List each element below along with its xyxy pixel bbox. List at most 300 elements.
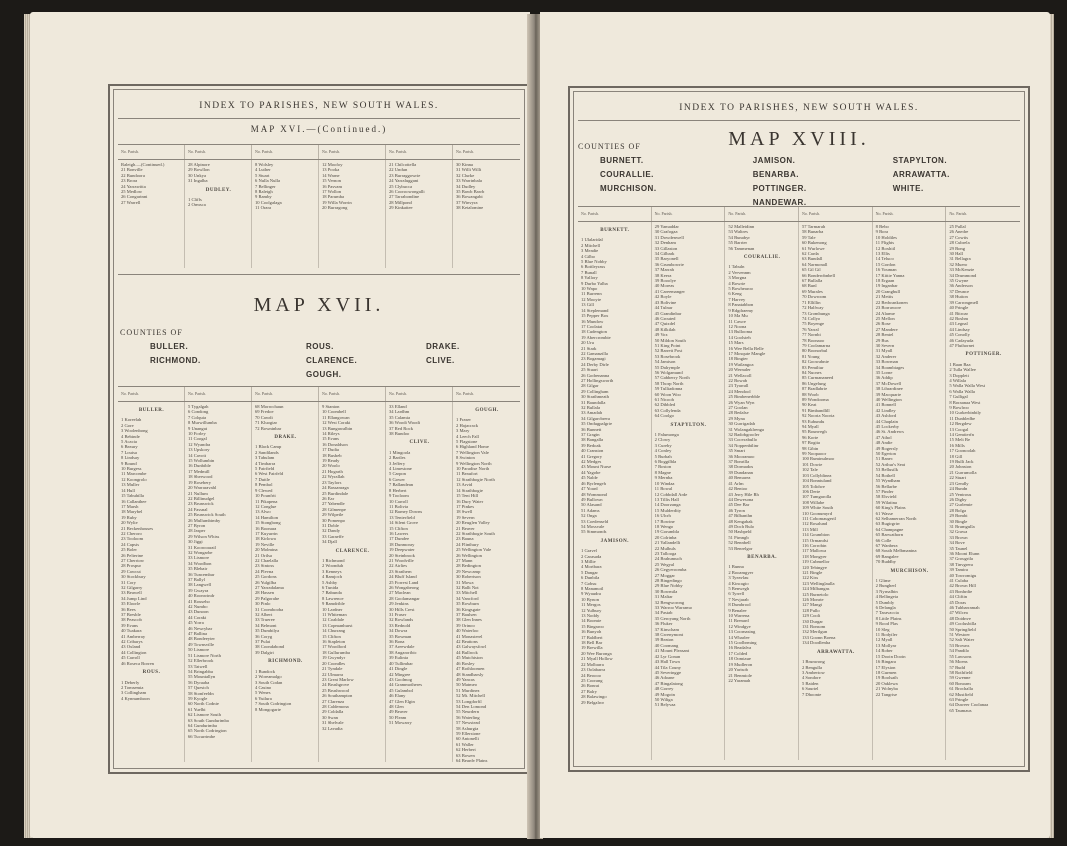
parish-entry: 13 Muller (121, 482, 140, 488)
parish-entry: 16 Youman (875, 267, 897, 273)
parish-entry: 52 Bennbell (728, 540, 751, 546)
parish-entry: 46 Adoane (654, 675, 675, 681)
parish-column (319, 402, 386, 762)
parish-entry: 72 Halfway (801, 305, 824, 311)
parish-entry: 4 Kincagio (728, 580, 749, 586)
parish-entry: 20 Oaklewa (875, 680, 898, 686)
parish-entry: 40 Tuakara (121, 628, 142, 634)
parish-entry: 17 Elysion (875, 664, 896, 670)
parish-entry: 43 Galwaysfowl (456, 644, 487, 650)
parish-entry: 39 Eulinia (389, 655, 409, 661)
county-name: GOUGH. (306, 370, 342, 379)
parish-entry: 86 Ungelung (801, 380, 826, 386)
parish-entry: 25 Stuart (581, 367, 598, 373)
parish-entry: 33 Amadah (581, 410, 603, 416)
parish-entry: 52 Arthur's Seat (875, 461, 906, 467)
parish-entry: 18 Busbeb (322, 452, 342, 458)
parish-entry: 45 Grandinbar (654, 310, 682, 316)
parish-entry: 13 Ellis (875, 251, 890, 257)
parish-entry: 31 Maltar (654, 594, 673, 600)
parish-entry: 119 Cubmellor (801, 559, 830, 565)
parish-entry: 6 Condong (188, 409, 209, 415)
parish-entry: 11 Pikapena (255, 498, 278, 504)
parish-entry: 18 Gullurumba (322, 649, 350, 655)
county-heading: DRAKE. (274, 435, 297, 441)
parish-entry: 32 Muero (949, 261, 968, 267)
parish-entry: 24 Bassanraga (322, 485, 349, 491)
parish-entry: 100 Ruminulmoo (801, 456, 835, 462)
parish-entry: 38 Ketalomine (456, 205, 484, 211)
parish-entry: 31 Fraser (389, 612, 407, 618)
parish-entry: 18 Marybel (121, 509, 143, 515)
parish-entry: 25 Bimbenerbble (728, 394, 761, 400)
parish-entry: 62 Carda (801, 251, 819, 257)
parish-entry: 27 Gurlemie (949, 502, 973, 508)
parish-entry: 65 Barwathorn (875, 532, 904, 538)
parish-entry: 46 Newrybar (188, 625, 213, 631)
parish-entry: 14 Strathbogie (456, 487, 483, 493)
parish-entry: 49 Rogersly (875, 445, 898, 451)
parish-entry: 4 Bowrie (728, 280, 746, 286)
parish-entry: 6 Nulla Nulla (255, 178, 281, 184)
parish-entry: 20 Wylie (121, 520, 138, 526)
parish-entry: 38 Dormados (728, 464, 754, 470)
parish-entry: 87 Bradlabrie (801, 386, 828, 392)
parish-entry: 37 McDowell (875, 380, 902, 386)
parish-entry: 19 Willa Worrin (322, 199, 352, 205)
parish-entry: 16 Wee Bella Belle (728, 345, 764, 351)
parish-entry: 46 Tuhbarramah (949, 605, 980, 611)
parish-entry: 37 Gragin (581, 432, 600, 438)
parish-entry: 29 Blue Nobby (654, 583, 683, 589)
parish-entry: 1 Brunwong (801, 659, 825, 665)
parish-entry: 46 Byrlengeh (581, 480, 606, 486)
parish-entry: 53 Bellusilk (875, 467, 898, 473)
parish-entry: 42 Cribarys (121, 639, 143, 645)
parish-entry: 25 Forrest Land (389, 579, 419, 585)
parish-entry: 27 Tarrabondine (389, 194, 420, 200)
parish-entry: 45 Yorra (188, 620, 204, 626)
parish-entry: 35 Eloorle (121, 601, 141, 607)
parish-entry: 33 Brown (949, 534, 968, 540)
parish-entry: 13 Copmanhurst (322, 622, 353, 628)
parish-entry: 20 Woolo (322, 463, 340, 469)
parish-entry: 3 Kenneys (322, 568, 342, 574)
parish-entry: 8 Lawrence (322, 595, 344, 601)
parish-entry: 20 Molmina (255, 547, 278, 553)
parish-entry: 52 Salt Water (949, 637, 975, 643)
parish-entry: 12 Noona (728, 323, 747, 329)
parish-entry: 34 Woodbon (188, 560, 212, 566)
parish-entry: 61 Wasse (875, 510, 893, 516)
parish-entry: 40 Waterloo (456, 628, 479, 634)
parish-entry: 52 Malleidinn (728, 224, 755, 229)
parish-entry: 63 Bugirgrirr (875, 521, 900, 527)
parish-entry: 35 Geroyang North (654, 615, 691, 621)
parish-entry: 3 Cureby (654, 442, 672, 448)
parish-entry: 53 Benrelgor (728, 545, 753, 551)
parish-entry: 3 Morgna (728, 275, 747, 281)
parish-entry: 36 Kingsgate (456, 606, 481, 612)
parish-entry: 16 Mundow (581, 318, 604, 324)
parish-entry: 17 Colded (728, 650, 748, 656)
parish-entry: 27 Yarradalama (255, 585, 284, 590)
parish-entry: 4 Leech Fall (456, 433, 479, 439)
parish-entry: 41 Rouseho (188, 598, 210, 604)
parish-entry: 33 Beawell (121, 590, 142, 596)
parish-entry: 26 Gegyeroomba (654, 567, 687, 573)
parish-entry: 32 Ballt Not (456, 585, 479, 590)
parish-entry: 27 Mandere (875, 326, 898, 332)
parish-entry: 23 Oolabarra (581, 667, 606, 673)
column-header: No. Parish. (386, 145, 453, 159)
parish-entry: 6 Beaury (121, 444, 138, 450)
column-header: No. Parish. (949, 211, 968, 216)
parish-entry: 6 Bottleyrass (581, 264, 606, 270)
parish-entry: 118 Mongyer (801, 553, 827, 559)
parish-entry: 14 Hamilton (255, 514, 279, 520)
parish-entry: 5 Burbah (654, 453, 672, 459)
parish-entry: 7 Ballandean (389, 482, 414, 488)
parish-entry: 9 Tooloom (389, 493, 409, 499)
parish-entry: 3 Nyrnalbin (875, 588, 898, 594)
parish-entry: 59 Tulliadonna (654, 386, 683, 392)
parish-entry: 26 Digby (949, 496, 967, 502)
column-header: No. Parish. (456, 149, 474, 154)
parish-entry: 43 Goolmog (389, 676, 413, 682)
parish-entry: 71 Ellillin (801, 299, 821, 305)
parish-entry: 12 Yulbury (581, 607, 602, 613)
parish-entry: 16 Beadalva (728, 645, 752, 651)
parish-entry: 42 Lindley (875, 407, 896, 413)
parish-entry: 34 Dowra (389, 628, 408, 634)
parish-entry: 42 Mingree (389, 671, 411, 677)
parish-entry: 28 Bingedingo (654, 578, 682, 583)
parish-entry: 49 Townsville (188, 641, 215, 647)
parish-entry: 65 Taumaus (949, 707, 972, 713)
parish-entry: 7 Gobsu (581, 580, 597, 586)
parish-entry: 19 Inganbar (875, 283, 898, 289)
parish-entry: 45 Doras (949, 599, 967, 605)
parish-entry: 49 Beaver (389, 709, 408, 715)
parish-entry: 8 Pembol (255, 482, 273, 488)
parish-column (652, 222, 726, 760)
map17-counties (150, 342, 510, 379)
parish-entry: 50 Fleam (389, 714, 407, 720)
parish-entry: 17 Baldberi (581, 634, 603, 640)
parish-entry: 44 Coraki (188, 614, 207, 620)
parish-entry: 4 Conley (654, 448, 672, 454)
county-heading: STAPYLTON. (670, 422, 707, 428)
parish-entry: 5 Dangar (581, 569, 598, 575)
parish-entry: 63 Bowen (456, 752, 475, 758)
parish-entry: 4 Sondore (801, 675, 821, 681)
parish-entry: 21 Chilcottella (389, 162, 417, 167)
parish-entry: 14 Gemtierfn (949, 432, 974, 438)
parish-entry: 14 Churrang (322, 628, 346, 634)
parish-entry: 24 Yarrawitta (121, 183, 146, 189)
parish-entry: 14 Rileys (322, 431, 340, 437)
parish-entry: 29 Cawcut (121, 568, 141, 574)
parish-entry: 31 Baundalla (581, 399, 606, 405)
parish-entry: 61 Wurlowe (801, 245, 825, 251)
parish-entry: 41 Dingle (389, 666, 408, 672)
county-name: STAPYLTON. (892, 156, 948, 165)
parish-column (118, 402, 185, 762)
parish-entry: 58 Rothfield (949, 669, 973, 675)
parish-entry: 1 Falumonga (654, 432, 679, 438)
parish-entry: 19 Ruby (121, 514, 137, 520)
parish-entry: 23 Strathern (389, 568, 412, 574)
parish-entry: 55 Mountallyn (188, 674, 216, 680)
parish-entry: 42 Brown Hill (949, 583, 976, 589)
parish-entry: 10 Paradise North (456, 466, 490, 472)
parish-entry: 38 Bundoo (389, 431, 410, 437)
parish-entry: 17 Dudia (322, 447, 339, 453)
parish-entry: 19 Mudleron (728, 661, 753, 667)
parish-entry: 97 Bogita (801, 440, 820, 446)
county-name: DRAKE. (426, 342, 460, 351)
parish-entry: 13 Coogal (949, 426, 969, 432)
parish-entry: 61 Yuelbi (188, 706, 206, 712)
parish-entry: 60 King's Plains (875, 505, 906, 511)
parish-entry: 52 Barrett Post (654, 348, 683, 354)
parish-entry: 69 Murales (801, 288, 823, 294)
map18-title: MAP XVIII. (728, 128, 870, 150)
parish-entry: 10 Coolgalaga (255, 199, 282, 205)
parish-entry: 47 Bingalatong (654, 680, 683, 686)
parish-entry: 39 Dundanan (728, 469, 753, 475)
parish-entry: 60 Antonelli (456, 736, 479, 742)
parish-entry: 9 Benalee (728, 607, 747, 613)
parish-entry: 12 Coaldale (322, 617, 345, 623)
parish-entry: 117 Mallowa (801, 548, 827, 554)
parish-entry: 21 Gurrumolla (949, 469, 977, 475)
parish-entry: 37 Deunce (949, 288, 970, 294)
parish-entry: 4 Kynnumboon (121, 695, 150, 701)
parish-entry: 21 Myall Hollow (581, 656, 613, 662)
parish-entry: 111 Cobomaugeril (801, 515, 836, 521)
parish-entry: 40 Wellington (875, 397, 902, 402)
parish-entry: 44 Tulnar (654, 305, 673, 311)
parish-entry: 18 Gurmen (875, 669, 897, 675)
parish-entry: 48 Kengabak (728, 518, 753, 524)
parish-entry: 65 North Codrington (188, 728, 227, 734)
parish-entry: 34 Boambiages (875, 364, 905, 370)
parish-entry: 56 Wolgamund (654, 369, 683, 375)
parish-entry: 50 Hasbpeld (728, 529, 752, 535)
parish-entry: 39 Gwayra (188, 587, 209, 593)
left-index-title: INDEX TO PARISHES, NEW SOUTH WALES. (118, 94, 520, 119)
parish-entry: 35 Dumbilya (255, 628, 280, 634)
parish-entry: 2 Ormsca (188, 202, 206, 208)
parish-entry: 33 McKenzie (949, 267, 975, 273)
parish-entry: 9 Stanton (322, 404, 340, 409)
county-heading: MURCHISON. (890, 568, 929, 574)
parish-entry: 18 Sherwood (188, 474, 213, 480)
county-name: RICHMOND. (150, 356, 201, 365)
parish-entry: 109 White South (801, 505, 834, 511)
parish-entry: 39 Carrongmell (949, 299, 979, 305)
parish-entry: 63 South Gundurimba (188, 717, 229, 723)
parish-entry: 57 Pinder (875, 488, 894, 494)
parish-entry: 21 Beckenhouses (121, 525, 154, 531)
parish-entry: 21 Tyndale (322, 666, 343, 672)
parish-entry: 28 Alpinore (188, 162, 210, 167)
map17-column-headers (118, 386, 520, 402)
parish-entry: 101 Dowie (801, 461, 823, 467)
parish-entry: 8 Little Plains (875, 615, 902, 621)
parish-entry: 9 Rood Plas (875, 621, 898, 627)
parish-entry: 12 Bergdew (949, 421, 972, 427)
parish-entry: 67 Wanbera (875, 542, 898, 548)
parish-entry: 34 Belmont (255, 622, 277, 628)
parish-entry: 17 Coolatai (581, 323, 603, 329)
parish-entry: 48 Standbarsly (456, 671, 484, 677)
parish-entry: 51 Murdinez (456, 687, 480, 693)
parish-entry: 31 Cory (121, 579, 136, 585)
parish-entry: 11 Ellangowan (322, 414, 350, 420)
parish-entry: 1 Bunna (728, 564, 744, 570)
parish-entry: 4 Bebinde (121, 433, 140, 439)
parish-entry: 2 Gore (121, 422, 134, 428)
column-header: No. Parish. (185, 387, 252, 401)
parish-entry: 19 Ready (322, 458, 340, 464)
map16-title: MAP XVI.—(Continued.) (250, 124, 388, 134)
parish-entry: 98 Gibin (801, 445, 819, 451)
parish-column (252, 160, 319, 268)
parish-entry: 61 Brochalla (949, 686, 973, 692)
parish-entry: 38 Gwenymont (654, 632, 684, 638)
parish-entry: 21 Woodville (389, 557, 414, 563)
parish-entry: 10 Windaa (654, 480, 675, 486)
parish-entry: 91 Bimbandlill (801, 407, 830, 413)
parish-entry: 33 Elland (389, 404, 407, 409)
parish-entry: 40 Roonwindr (188, 593, 215, 599)
parish-entry: 23 Tallooga (654, 550, 677, 556)
parish-entry: 26 Cooroowongalli (389, 189, 425, 195)
parish-entry: 24 Beoooo (581, 672, 602, 678)
parish-entry: 33 Gillaston (654, 245, 678, 251)
parish-entry: 20 Coondles (322, 660, 346, 666)
parish-entry: 15 Mulderdity (654, 507, 682, 513)
parish-entry: 45 Dee Bar (728, 502, 750, 508)
parish-entry: 47 Athol (875, 434, 892, 440)
parish-entry: 85 Curmananeed (801, 375, 834, 381)
parish-entry: 22 Tangrise (875, 691, 898, 697)
parish-entry: 16 Dunbible (188, 463, 211, 469)
parish-entry: 5 Bowhearoo (728, 286, 753, 292)
parish-entry: 21 Bonville (121, 167, 143, 173)
right-page-frame (568, 86, 1030, 772)
parish-entry: 125 Burnetolo (801, 591, 829, 597)
parish-entry: 18 Ergaan (875, 278, 895, 284)
parish-entry: 35 Taunel (949, 545, 968, 551)
parish-entry: 12 Myall (875, 637, 893, 643)
parish-entry: 20 Burragong (322, 205, 348, 211)
column-header: No. Parish. (252, 387, 319, 401)
parish-entry: 1 Gravel (581, 548, 597, 554)
parish-entry: 131 Bonsom (801, 624, 826, 630)
parish-entry: 8 Murwillumba (188, 420, 217, 426)
parish-entry: 25 Boler (121, 547, 137, 553)
parish-entry: 19 Boolsaih (875, 675, 898, 681)
parish-entry: 2 Tomsemia (121, 684, 144, 690)
parish-entry: 57 Newstead (456, 720, 480, 726)
parish-entry: 28 Goolamangar (389, 595, 420, 601)
parish-entry: 12 Moofoy (322, 162, 343, 167)
parish-entry: 30 Hills Crest (389, 606, 415, 612)
parish-entry: 53 Coedenseld (581, 518, 609, 524)
parish-entry: 18 Dunmoray (389, 541, 415, 547)
parish-column (453, 402, 520, 762)
parish-entry: 38 Peascob (121, 617, 142, 623)
map17-counties-label: COUNTIES OF (120, 328, 183, 337)
parish-entry: 53 Longdorfil (456, 698, 482, 704)
parish-entry: 13 Noddy (581, 613, 600, 619)
parish-entry: 39 Macquarie (875, 391, 902, 397)
parish-entry: 45 Gulambol (389, 687, 414, 693)
parish-entry: 37 Baulsen (456, 612, 477, 618)
parish-entry: 27 Moggar (654, 572, 675, 578)
parish-entry: 17 Bowine (654, 518, 675, 524)
parish-entry: 64 Beardy Plains (456, 758, 488, 762)
parish-entry: 31 Brumgulla (949, 523, 975, 529)
parish-entry: 21 Yallandelli (654, 540, 681, 546)
parish-entry: 50 Wiliga (654, 696, 673, 702)
parish-entry: 19 Neville (255, 541, 275, 547)
parish-entry: 23 Sintoss (255, 563, 275, 569)
parish-entry: 51 Lismore North (188, 652, 221, 658)
parish-entry: 27 Cherriow (121, 557, 145, 563)
parish-entry: 1 Koreelah (121, 417, 142, 423)
county-heading: BULLER. (138, 408, 165, 413)
parish-entry: 8 Mongogarie (255, 706, 281, 712)
parish-entry: 35 Calamia (389, 414, 411, 420)
parish-entry: 18 Swell (456, 509, 473, 515)
county-heading: CLIVE. (409, 440, 430, 446)
parish-entry: 57 Gabberry North (654, 375, 690, 381)
parish-entry: 22 Yaramah (728, 677, 751, 683)
parish-entry: 53 Browns (949, 642, 970, 648)
parish-entry: 26 Yulgilba (255, 579, 277, 585)
parish-entry: 47 Yoard (581, 486, 598, 492)
parish-entry: 37 Marrah (654, 267, 674, 273)
parish-entry: 2 Booamgyer (728, 569, 754, 575)
parish-entry: 77 Nornbi (801, 332, 821, 338)
parish-entry: 33 Trueree (255, 617, 275, 623)
parish-entry: 54 Bunabyr (728, 234, 750, 240)
county-name: BENARBA. (752, 170, 799, 179)
parish-entry: 59 Gwenne (949, 675, 971, 681)
parish-entry: 19 Bulli Jack (949, 459, 974, 465)
parish-entry: 7 Duttle (255, 476, 270, 482)
parish-entry: 22 Undun (389, 167, 408, 173)
parish-entry: 6 West Fairfeld (255, 471, 284, 477)
parish-entry: 9 Clewed (255, 487, 273, 493)
parish-entry: 12 Koongrolo (121, 476, 147, 482)
parish-column (386, 160, 453, 268)
parish-entry: 29 Wilpeile (322, 512, 344, 518)
parish-entry: 60 Woon Woo (654, 391, 681, 397)
parish-entry: 30 Bowmila (654, 588, 678, 594)
parish-entry: 17 Pinkes (456, 503, 474, 509)
parish-entry: 4 Casino (255, 684, 272, 690)
parish-entry: 22 Chaelalla (255, 557, 279, 563)
parish-entry: 12 West Coraki (322, 420, 351, 426)
parish-entry: 8 Magne (654, 469, 671, 475)
parish-entry: 57 Questch (188, 685, 209, 691)
